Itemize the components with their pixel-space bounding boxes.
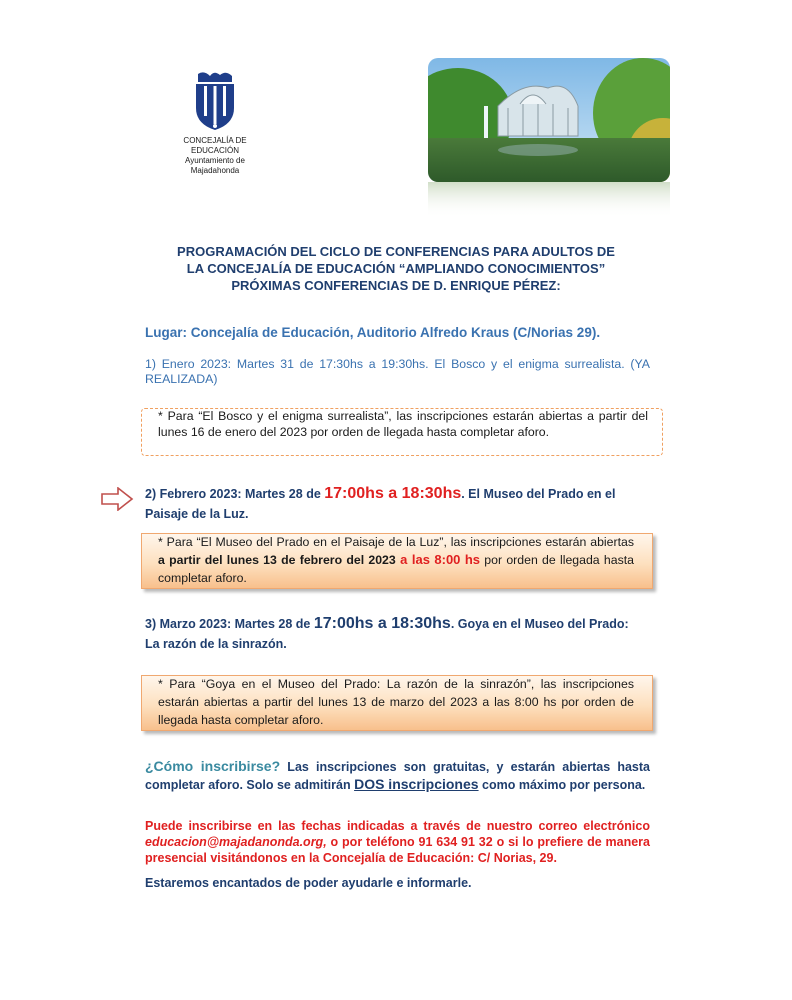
item-2-end: 18:30hs [401, 485, 462, 502]
how-to-register-text-2: como máximo por persona. [478, 778, 646, 792]
item-1: 1) Enero 2023: Martes 31 de 17:30hs a 19:30hs. El Bosco y el enigma surrealista. (YA REALIZADA) [145, 357, 650, 386]
majadahonda-shield-logo [192, 68, 238, 132]
email-link[interactable]: educacion@majadanonda.org, [145, 835, 327, 849]
item-2-suffix: . El Museo del Prado en el Paisaje de la Luz. [145, 487, 616, 521]
item-2 [145, 484, 645, 524]
note-1-text: * Para “El Bosco y el enigma surrealista”, las inscripciones estarán abiertas a partir del lunes 16 de enero del 2023 por orden de llegada hasta completar aforo. [158, 409, 648, 439]
page-title [140, 243, 652, 294]
how-to-register-question: ¿Cómo inscribirse? [145, 758, 281, 774]
note-3-text: * Para “Goya en el Museo del Prado: La razón de la sinrazón”, las inscripciones estarán abiertas a partir del lunes 13 de marzo del 2023 a las 8:00 hs por orden de llegada hasta completar aforo. [158, 677, 634, 727]
closing-line: Estaremos encantados de poder ayudarle e informarle. [145, 876, 472, 890]
crystal-palace-photo [428, 58, 670, 218]
how-to-register [145, 758, 650, 794]
note-2-bold: a partir del lunes 13 de febrero del 2023 [158, 553, 396, 567]
right-arrow-icon [100, 487, 134, 511]
item-2-a: a [383, 485, 402, 502]
item-3 [145, 614, 645, 654]
how-to-register-text-1: Las inscripciones son gratuitas, y estarán abiertas hasta completar aforo. Solo se admitirán [145, 760, 650, 792]
item-3-prefix: 3) Marzo 2023: Martes 28 de [145, 617, 314, 631]
title-line-3: PRÓXIMAS CONFERENCIAS DE D. ENRIQUE PÉREZ: [231, 278, 561, 293]
note-2-red: a las 8:00 hs [395, 552, 481, 567]
note-2-text [158, 533, 634, 587]
org-line-1: CONCEJALÍA DE [183, 136, 247, 145]
title-line-1: PROGRAMACIÓN DEL CICLO DE CONFERENCIAS PARA ADULTOS DE [177, 244, 615, 259]
contact-text-2: o por teléfono 91 634 91 32 o si lo prefiere de manera presencial visitándonos en la Concejalía de Educación: C/ Norias, 29. [145, 835, 650, 865]
dos-inscripciones: DOS inscripciones [354, 776, 479, 792]
org-line-4: Majadahonda [190, 166, 240, 175]
item-2-start: 17:00hs [324, 485, 384, 502]
item-3-suffix: . Goya en el Museo del Prado: La razón de la sinrazón. [145, 617, 629, 651]
org-line-3: Ayuntamiento de [185, 156, 245, 165]
contact-info [145, 818, 650, 866]
note-2-post: por orden de llegada hasta completar aforo. [158, 553, 634, 585]
note-2-pre: * Para “El Museo del Prado en el Paisaje de la Luz”, las inscripciones estarán abiertas [158, 535, 634, 549]
contact-text-1: Puede inscribirse en las fechas indicadas a través de nuestro correo electrónico [145, 819, 650, 833]
title-line-2: LA CONCEJALÍA DE EDUCACIÓN “AMPLIANDO CONOCIMIENTOS” [186, 261, 606, 276]
item-3-times: 17:00hs a 18:30hs [313, 615, 451, 632]
org-logo [155, 68, 275, 176]
venue-line: Lugar: Concejalía de Educación, Auditorio Alfredo Kraus (C/Norias 29). [145, 325, 601, 340]
org-line-2: EDUCACIÓN [190, 146, 239, 155]
item-2-prefix: 2) Febrero 2023: Martes 28 de [145, 487, 325, 501]
